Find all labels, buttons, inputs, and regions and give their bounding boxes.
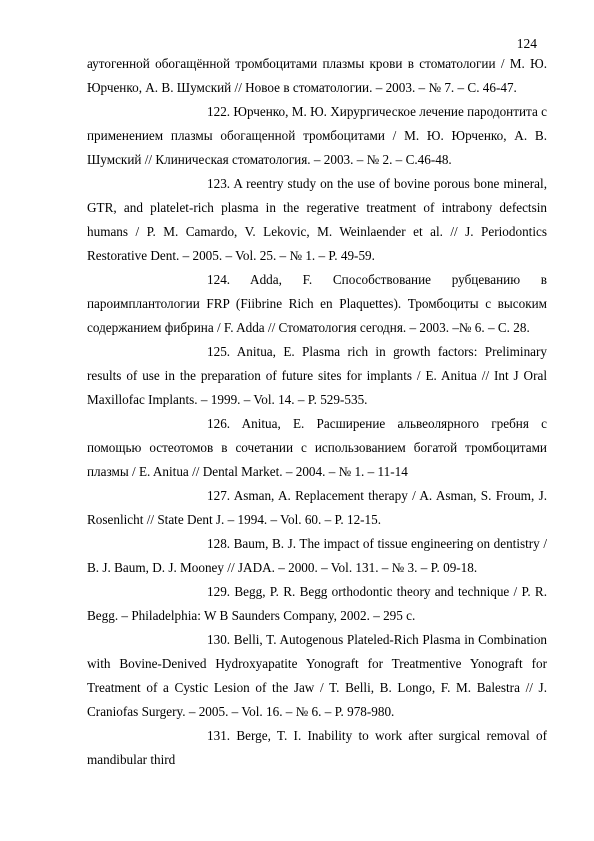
- reference-item: [87, 580, 547, 628]
- reference-number: 126.: [207, 416, 231, 431]
- reference-number: 129.: [207, 584, 231, 599]
- reference-text: Anitua, E. Расширение альвеолярного гребня с помощью остеотомов в сочетании с использованием богатой тромбоцитами плазмы / E. Anitua // Dental Market. – 2004. – № 1. – 11-14: [87, 416, 547, 479]
- reference-text: Юрченко, М. Ю. Хирургическое лечение пародонтита с применением плазмы обогащенной тромбоцитами / М. Ю. Юрченко, А. В. Шумский // Клиническая стоматология. – 2003. – № 2. – С.46-48.: [87, 104, 547, 167]
- reference-number: 124.: [207, 272, 231, 287]
- reference-item: [87, 172, 547, 268]
- reference-item: [87, 100, 547, 172]
- reference-text: Anitua, E. Plasma rich in growth factors: Preliminary results of use in the preparation of future sites for implants / E. Anitua // Int J Oral Maxillofac Implants. – 1999. – Vol. 14. – P. 529-535.: [87, 344, 548, 407]
- reference-text: Asman, A. Replacement therapy / A. Asman, S. Froum, J. Rosenlicht // State Dent J. – 1994. – Vol. 60. – P. 12-15.: [87, 488, 547, 527]
- reference-item: [87, 724, 547, 772]
- reference-item: [87, 628, 547, 724]
- reference-continuation: [87, 52, 547, 100]
- reference-item: [87, 412, 547, 484]
- reference-text: аутогенной обогащённой тромбоцитами плазмы крови в стоматологии / М. Ю. Юрченко, А. В. Шумский // Новое в стоматологии. – 2003. – № 7. – С. 46-47.: [87, 56, 547, 95]
- reference-list: [87, 52, 547, 772]
- reference-number: 122.: [207, 104, 231, 119]
- reference-text: A reentry study on the use of bovine porous bone mineral, GTR, and platelet-rich plasma in the regerative treatment of intrabony defectsin humans / P. M. Camardo, V. Lekovic, M. Weinlaender et al. // J. Periodontics Restorative Dent. – 2005. – Vol. 25. – № 1. – P. 49-59.: [87, 176, 547, 263]
- reference-text: Baum, B. J. The impact of tissue engineering on dentistry / B. J. Baum, D. J. Mooney // JADA. – 2000. – Vol. 131. – № 3. – P. 09-18.: [87, 536, 547, 575]
- page-number: 124: [516, 36, 537, 51]
- reference-text: Belli, T. Autogenous Plateled-Rich Plasma in Combination with Bovine-Denived Hydroxyapatite Yonograft for Treatmentive Yonograft for Treatment of a Cystic Lesion of the Jaw / T. Belli, B. Longo, F. M. Balestra // J. Craniofas Surgery. – 2005. – Vol. 16. – № 6. – P. 978-980.: [87, 632, 548, 719]
- reference-number: 131.: [207, 728, 231, 743]
- reference-item: [87, 340, 547, 412]
- reference-number: 127.: [207, 488, 231, 503]
- reference-text: Berge, T. I. Inability to work after surgical removal of mandibular third: [87, 728, 547, 767]
- reference-item: [87, 532, 547, 580]
- reference-item: [87, 268, 547, 340]
- reference-number: 123.: [207, 176, 231, 191]
- reference-item: [87, 484, 547, 532]
- reference-text: Begg, P. R. Begg orthodontic theory and technique / P. R. Begg. – Philadelphia: W B Saunders Company, 2002. – 295 с.: [87, 584, 548, 623]
- reference-text: Adda, F. Способствование рубцеванию в пароимплантологии FRP (Fiibrine Rich en Plaquettes). Тромбоциты с высоким содержанием фибрина / F. Adda // Стоматология сегодня. – 2003. –№ 6. – С. 28.: [87, 272, 547, 335]
- reference-number: 130.: [207, 632, 231, 647]
- reference-number: 125.: [207, 344, 231, 359]
- reference-number: 128.: [207, 536, 231, 551]
